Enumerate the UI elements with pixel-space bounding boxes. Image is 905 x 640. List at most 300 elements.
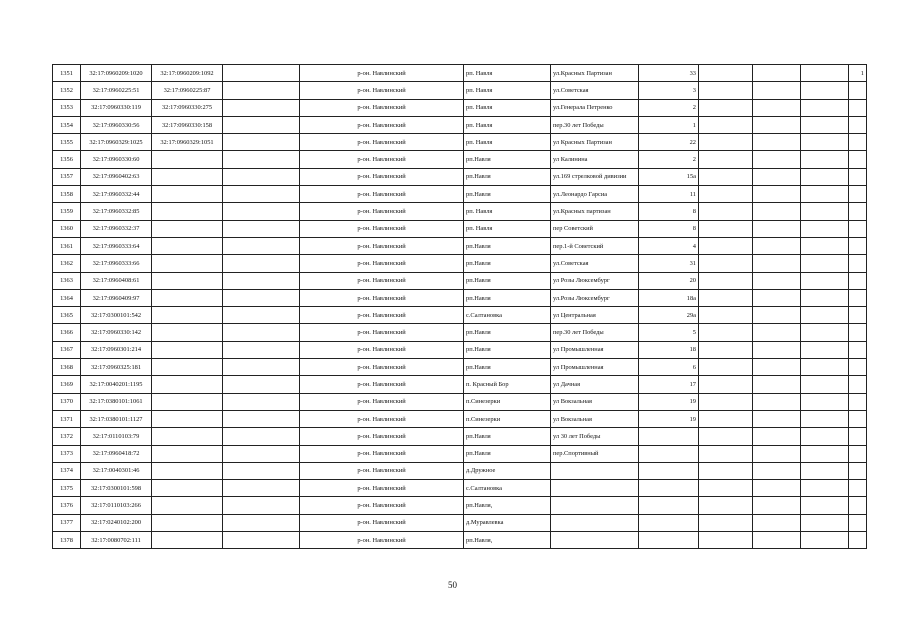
empty-cell	[223, 324, 300, 341]
row-number-cell: 1363	[53, 272, 81, 289]
empty-cell	[699, 514, 753, 531]
table-row	[53, 341, 867, 358]
cadastral-number-cell: 32:17:0960333:64	[81, 237, 152, 254]
extra-cell	[849, 186, 867, 203]
empty-cell	[801, 186, 849, 203]
empty-cell	[223, 514, 300, 531]
empty-cell	[223, 99, 300, 116]
empty-cell	[223, 203, 300, 220]
cadastral-number-2-cell	[152, 532, 223, 549]
empty-cell	[753, 532, 801, 549]
street-cell	[551, 462, 639, 479]
empty-cell	[223, 134, 300, 151]
cadastral-number-cell: 32:17:0960330:119	[81, 99, 152, 116]
registry-table	[52, 64, 867, 549]
cadastral-number-2-cell	[152, 255, 223, 272]
cadastral-number-2-cell	[152, 220, 223, 237]
empty-cell	[753, 289, 801, 306]
row-number-cell: 1358	[53, 186, 81, 203]
empty-cell	[223, 82, 300, 99]
empty-cell	[801, 480, 849, 497]
street-cell: ул.Розы Люксембург	[551, 289, 639, 306]
extra-cell	[849, 359, 867, 376]
house-number-cell: 6	[639, 359, 699, 376]
empty-cell	[699, 134, 753, 151]
house-number-cell: 2	[639, 99, 699, 116]
empty-cell	[223, 65, 300, 82]
locality-cell: рп. Навля	[464, 116, 551, 133]
locality-cell: рп.Навля	[464, 445, 551, 462]
empty-cell	[223, 307, 300, 324]
empty-cell	[801, 393, 849, 410]
extra-cell	[849, 99, 867, 116]
cadastral-number-2-cell	[152, 480, 223, 497]
empty-cell	[223, 480, 300, 497]
locality-cell: рп.Навля	[464, 255, 551, 272]
cadastral-number-cell: 32:17:0300101:542	[81, 307, 152, 324]
house-number-cell: 11	[639, 186, 699, 203]
locality-cell: п.Синезерки	[464, 410, 551, 427]
empty-cell	[801, 65, 849, 82]
row-number-cell: 1361	[53, 237, 81, 254]
district-cell: р-он. Навлинский	[300, 428, 464, 445]
house-number-cell: 5	[639, 324, 699, 341]
empty-cell	[753, 428, 801, 445]
cadastral-number-2-cell	[152, 203, 223, 220]
locality-cell: рп. Навля	[464, 82, 551, 99]
extra-cell	[849, 307, 867, 324]
table-row	[53, 393, 867, 410]
registry-table-body	[53, 65, 867, 549]
extra-cell	[849, 532, 867, 549]
table-row	[53, 376, 867, 393]
empty-cell	[223, 393, 300, 410]
cadastral-number-cell: 32:17:0960332:85	[81, 203, 152, 220]
extra-cell	[849, 272, 867, 289]
district-cell: р-он. Навлинский	[300, 151, 464, 168]
cadastral-number-cell: 32:17:0110103:79	[81, 428, 152, 445]
extra-cell	[849, 237, 867, 254]
cadastral-number-2-cell	[152, 376, 223, 393]
extra-cell	[849, 428, 867, 445]
row-number-cell: 1362	[53, 255, 81, 272]
empty-cell	[753, 497, 801, 514]
empty-cell	[699, 99, 753, 116]
empty-cell	[223, 116, 300, 133]
row-number-cell: 1365	[53, 307, 81, 324]
row-number-cell: 1366	[53, 324, 81, 341]
house-number-cell: 33	[639, 65, 699, 82]
cadastral-number-2-cell	[152, 497, 223, 514]
locality-cell: д.Дружное	[464, 462, 551, 479]
cadastral-number-cell: 32:17:0960418:72	[81, 445, 152, 462]
house-number-cell	[639, 480, 699, 497]
extra-cell	[849, 134, 867, 151]
empty-cell	[699, 497, 753, 514]
table-row	[53, 307, 867, 324]
district-cell: р-он. Навлинский	[300, 514, 464, 531]
empty-cell	[753, 307, 801, 324]
locality-cell: рп.Навля	[464, 151, 551, 168]
cadastral-number-2-cell	[152, 151, 223, 168]
cadastral-number-cell: 32:17:0960333:66	[81, 255, 152, 272]
district-cell: р-он. Навлинский	[300, 168, 464, 185]
district-cell: р-он. Навлинский	[300, 220, 464, 237]
cadastral-number-2-cell	[152, 393, 223, 410]
street-cell: ул Калинина	[551, 151, 639, 168]
row-number-cell: 1375	[53, 480, 81, 497]
locality-cell: рп.Навля	[464, 428, 551, 445]
locality-cell: рп. Навля	[464, 134, 551, 151]
empty-cell	[753, 393, 801, 410]
empty-cell	[753, 203, 801, 220]
district-cell: р-он. Навлинский	[300, 203, 464, 220]
cadastral-number-cell: 32:17:0240102:200	[81, 514, 152, 531]
extra-cell: 1	[849, 65, 867, 82]
locality-cell: рп. Навля	[464, 65, 551, 82]
cadastral-number-cell: 32:17:0960332:37	[81, 220, 152, 237]
empty-cell	[223, 168, 300, 185]
empty-cell	[801, 376, 849, 393]
extra-cell	[849, 514, 867, 531]
cadastral-number-2-cell	[152, 168, 223, 185]
empty-cell	[223, 237, 300, 254]
locality-cell: рп.Навля	[464, 272, 551, 289]
empty-cell	[801, 428, 849, 445]
cadastral-number-2-cell	[152, 324, 223, 341]
street-cell: ул.Красных партизан	[551, 203, 639, 220]
row-number-cell: 1351	[53, 65, 81, 82]
empty-cell	[753, 324, 801, 341]
empty-cell	[801, 82, 849, 99]
empty-cell	[223, 341, 300, 358]
street-cell	[551, 514, 639, 531]
empty-cell	[753, 480, 801, 497]
empty-cell	[801, 99, 849, 116]
empty-cell	[699, 307, 753, 324]
empty-cell	[801, 203, 849, 220]
street-cell: ул.169 стрелковой дивизии	[551, 168, 639, 185]
district-cell: р-он. Навлинский	[300, 99, 464, 116]
empty-cell	[753, 445, 801, 462]
cadastral-number-2-cell	[152, 237, 223, 254]
row-number-cell: 1354	[53, 116, 81, 133]
house-number-cell	[639, 428, 699, 445]
house-number-cell: 19	[639, 410, 699, 427]
locality-cell: п. Красный Бор	[464, 376, 551, 393]
house-number-cell: 2	[639, 151, 699, 168]
empty-cell	[753, 255, 801, 272]
district-cell: р-он. Навлинский	[300, 532, 464, 549]
empty-cell	[801, 341, 849, 358]
table-row	[53, 497, 867, 514]
house-number-cell: 1	[639, 116, 699, 133]
extra-cell	[849, 497, 867, 514]
district-cell: р-он. Навлинский	[300, 116, 464, 133]
empty-cell	[699, 428, 753, 445]
empty-cell	[223, 255, 300, 272]
empty-cell	[699, 237, 753, 254]
table-row	[53, 324, 867, 341]
cadastral-number-cell: 32:17:0380101:1061	[81, 393, 152, 410]
house-number-cell: 17	[639, 376, 699, 393]
empty-cell	[223, 220, 300, 237]
table-row	[53, 514, 867, 531]
extra-cell	[849, 116, 867, 133]
cadastral-number-cell: 32:17:0960402:63	[81, 168, 152, 185]
row-number-cell: 1357	[53, 168, 81, 185]
street-cell: ул Центральная	[551, 307, 639, 324]
cadastral-number-cell: 32:17:0040301:46	[81, 462, 152, 479]
row-number-cell: 1374	[53, 462, 81, 479]
district-cell: р-он. Навлинский	[300, 410, 464, 427]
empty-cell	[801, 497, 849, 514]
street-cell	[551, 532, 639, 549]
house-number-cell: 18	[639, 341, 699, 358]
cadastral-number-cell: 32:17:0960325:181	[81, 359, 152, 376]
empty-cell	[699, 272, 753, 289]
row-number-cell: 1359	[53, 203, 81, 220]
cadastral-number-cell: 32:17:0300101:598	[81, 480, 152, 497]
cadastral-number-cell: 32:17:0960330:56	[81, 116, 152, 133]
house-number-cell: 8	[639, 203, 699, 220]
street-cell: ул.Генерала Петренко	[551, 99, 639, 116]
row-number-cell: 1370	[53, 393, 81, 410]
extra-cell	[849, 255, 867, 272]
district-cell: р-он. Навлинский	[300, 393, 464, 410]
empty-cell	[801, 532, 849, 549]
street-cell: ул.Советская	[551, 82, 639, 99]
cadastral-number-2-cell	[152, 445, 223, 462]
cadastral-number-2-cell: 32:17:0960330:275	[152, 99, 223, 116]
extra-cell	[849, 289, 867, 306]
empty-cell	[699, 203, 753, 220]
table-row	[53, 99, 867, 116]
extra-cell	[849, 462, 867, 479]
empty-cell	[223, 445, 300, 462]
street-cell: ул.Советская	[551, 255, 639, 272]
empty-cell	[699, 445, 753, 462]
row-number-cell: 1360	[53, 220, 81, 237]
district-cell: р-он. Навлинский	[300, 134, 464, 151]
district-cell: р-он. Навлинский	[300, 255, 464, 272]
row-number-cell: 1355	[53, 134, 81, 151]
table-row	[53, 532, 867, 549]
street-cell: ул Вокзальная	[551, 410, 639, 427]
empty-cell	[753, 82, 801, 99]
district-cell: р-он. Навлинский	[300, 359, 464, 376]
locality-cell: рп.Навля	[464, 289, 551, 306]
row-number-cell: 1369	[53, 376, 81, 393]
table-row	[53, 134, 867, 151]
cadastral-number-cell: 32:17:0960408:61	[81, 272, 152, 289]
table-row	[53, 359, 867, 376]
district-cell: р-он. Навлинский	[300, 237, 464, 254]
table-row	[53, 151, 867, 168]
empty-cell	[753, 116, 801, 133]
table-row	[53, 410, 867, 427]
empty-cell	[753, 462, 801, 479]
row-number-cell: 1364	[53, 289, 81, 306]
cadastral-number-cell: 32:17:0080702:111	[81, 532, 152, 549]
house-number-cell: 4	[639, 237, 699, 254]
district-cell: р-он. Навлинский	[300, 272, 464, 289]
empty-cell	[753, 359, 801, 376]
locality-cell: рп.Навля	[464, 341, 551, 358]
street-cell: ул Вокзальная	[551, 393, 639, 410]
cadastral-number-2-cell	[152, 410, 223, 427]
cadastral-number-2-cell	[152, 272, 223, 289]
table-row	[53, 480, 867, 497]
district-cell: р-он. Навлинский	[300, 445, 464, 462]
cadastral-number-cell: 32:17:0960409:97	[81, 289, 152, 306]
empty-cell	[801, 359, 849, 376]
table-row	[53, 237, 867, 254]
table-row	[53, 220, 867, 237]
extra-cell	[849, 376, 867, 393]
empty-cell	[223, 376, 300, 393]
table-row	[53, 462, 867, 479]
cadastral-number-2-cell	[152, 462, 223, 479]
empty-cell	[699, 532, 753, 549]
empty-cell	[699, 151, 753, 168]
row-number-cell: 1352	[53, 82, 81, 99]
house-number-cell: 19	[639, 393, 699, 410]
locality-cell: рп. Навля	[464, 220, 551, 237]
cadastral-number-2-cell	[152, 428, 223, 445]
district-cell: р-он. Навлинский	[300, 186, 464, 203]
locality-cell: рп.Навля	[464, 237, 551, 254]
row-number-cell: 1371	[53, 410, 81, 427]
empty-cell	[699, 324, 753, 341]
house-number-cell: 22	[639, 134, 699, 151]
cadastral-number-2-cell	[152, 514, 223, 531]
table-row	[53, 255, 867, 272]
empty-cell	[801, 272, 849, 289]
locality-cell: рп.Навля	[464, 324, 551, 341]
extra-cell	[849, 341, 867, 358]
empty-cell	[753, 186, 801, 203]
empty-cell	[753, 168, 801, 185]
empty-cell	[699, 255, 753, 272]
empty-cell	[753, 272, 801, 289]
cadastral-number-2-cell: 32:17:0960329:1051	[152, 134, 223, 151]
empty-cell	[223, 497, 300, 514]
street-cell: пер.1-й Советский	[551, 237, 639, 254]
street-cell: пер Советский	[551, 220, 639, 237]
cadastral-number-cell: 32:17:0960329:1025	[81, 134, 152, 151]
empty-cell	[699, 168, 753, 185]
cadastral-number-2-cell	[152, 289, 223, 306]
street-cell	[551, 480, 639, 497]
table-row	[53, 116, 867, 133]
table-row	[53, 289, 867, 306]
table-row	[53, 445, 867, 462]
street-cell: ул Дачная	[551, 376, 639, 393]
table-row	[53, 272, 867, 289]
empty-cell	[699, 462, 753, 479]
empty-cell	[801, 462, 849, 479]
locality-cell: с.Салтановка	[464, 480, 551, 497]
empty-cell	[699, 82, 753, 99]
empty-cell	[223, 428, 300, 445]
locality-cell: рп. Навля	[464, 203, 551, 220]
empty-cell	[699, 341, 753, 358]
district-cell: р-он. Навлинский	[300, 324, 464, 341]
table-row	[53, 428, 867, 445]
extra-cell	[849, 393, 867, 410]
extra-cell	[849, 480, 867, 497]
locality-cell: рп.Навля	[464, 359, 551, 376]
table-row	[53, 168, 867, 185]
row-number-cell: 1378	[53, 532, 81, 549]
street-cell: ул Розы Люксембург	[551, 272, 639, 289]
table-row	[53, 82, 867, 99]
empty-cell	[699, 393, 753, 410]
house-number-cell	[639, 445, 699, 462]
row-number-cell: 1376	[53, 497, 81, 514]
empty-cell	[699, 289, 753, 306]
locality-cell: рп.Навля,	[464, 497, 551, 514]
cadastral-number-cell: 32:17:0960332:44	[81, 186, 152, 203]
empty-cell	[753, 341, 801, 358]
empty-cell	[223, 462, 300, 479]
street-cell: пер.30 лет Победы	[551, 116, 639, 133]
house-number-cell	[639, 514, 699, 531]
row-number-cell: 1368	[53, 359, 81, 376]
locality-cell: рп.Навля	[464, 186, 551, 203]
house-number-cell: 20	[639, 272, 699, 289]
district-cell: р-он. Навлинский	[300, 376, 464, 393]
cadastral-number-cell: 32:17:0380101:1127	[81, 410, 152, 427]
cadastral-number-cell: 32:17:0960301:214	[81, 341, 152, 358]
empty-cell	[801, 410, 849, 427]
empty-cell	[753, 65, 801, 82]
empty-cell	[699, 410, 753, 427]
district-cell: р-он. Навлинский	[300, 497, 464, 514]
cadastral-number-cell: 32:17:0960225:51	[81, 82, 152, 99]
empty-cell	[699, 376, 753, 393]
district-cell: р-он. Навлинский	[300, 82, 464, 99]
locality-cell: с.Салтановка	[464, 307, 551, 324]
cadastral-number-2-cell	[152, 186, 223, 203]
table-row	[53, 203, 867, 220]
empty-cell	[699, 65, 753, 82]
extra-cell	[849, 82, 867, 99]
empty-cell	[753, 99, 801, 116]
cadastral-number-cell: 32:17:0960330:142	[81, 324, 152, 341]
district-cell: р-он. Навлинский	[300, 462, 464, 479]
house-number-cell: 18а	[639, 289, 699, 306]
district-cell: р-он. Навлинский	[300, 341, 464, 358]
locality-cell: рп.Навля,	[464, 532, 551, 549]
extra-cell	[849, 445, 867, 462]
street-cell: ул 30 лет Победы	[551, 428, 639, 445]
street-cell: ул Промышленная	[551, 341, 639, 358]
street-cell: ул.Красных Партизан	[551, 65, 639, 82]
cadastral-number-cell: 32:17:0040201:1195	[81, 376, 152, 393]
empty-cell	[223, 272, 300, 289]
street-cell: ул Красных Партизан	[551, 134, 639, 151]
empty-cell	[753, 134, 801, 151]
empty-cell	[801, 289, 849, 306]
row-number-cell: 1367	[53, 341, 81, 358]
row-number-cell: 1377	[53, 514, 81, 531]
cadastral-number-2-cell: 32:17:0960330:158	[152, 116, 223, 133]
house-number-cell	[639, 532, 699, 549]
house-number-cell	[639, 497, 699, 514]
empty-cell	[753, 151, 801, 168]
